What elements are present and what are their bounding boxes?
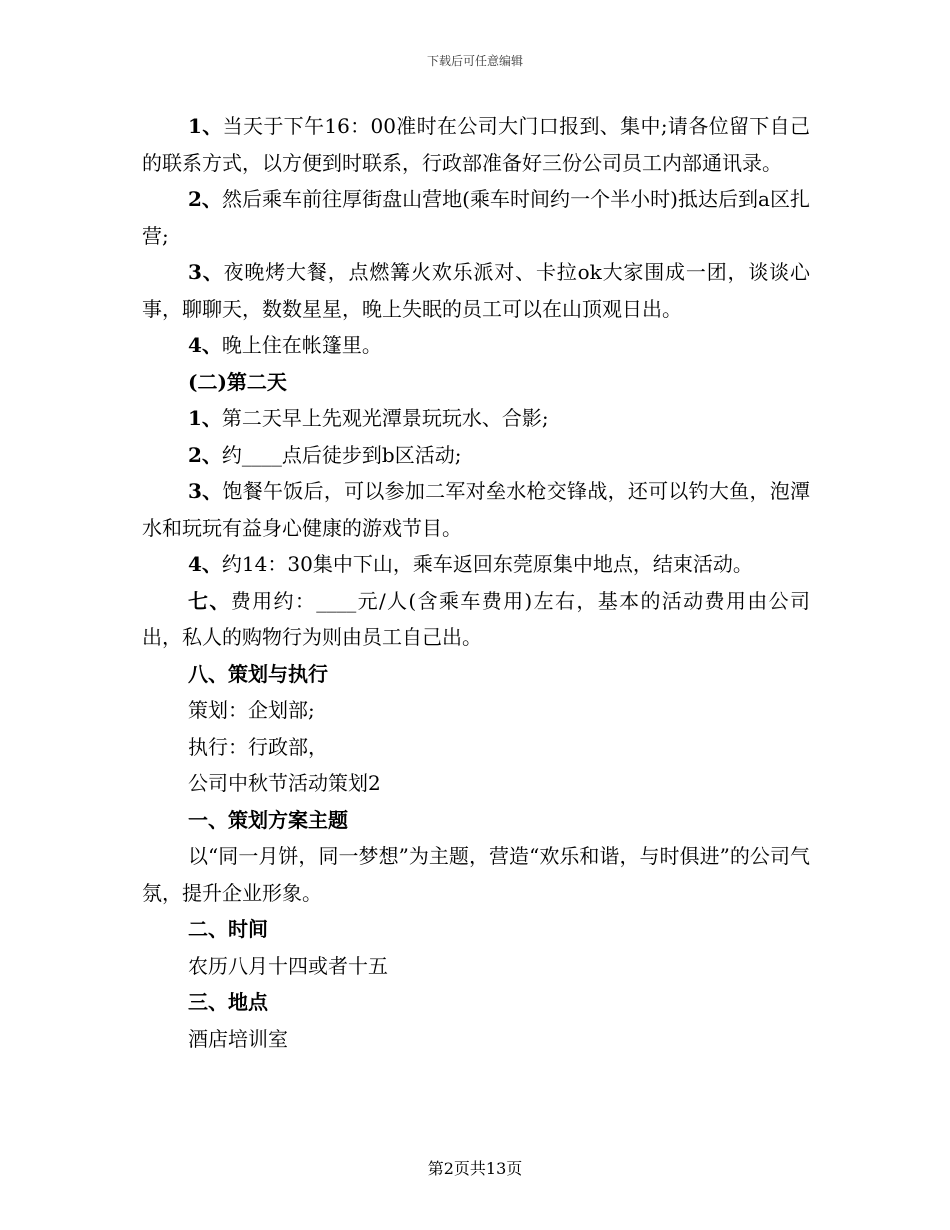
paragraph-text: 费用约：____元/人(含乘车费用)左右，基本的活动费用由公司出，私人的购物行为则由员工自己出。 <box>142 588 811 649</box>
paragraph-text: 执行：行政部， <box>188 734 328 759</box>
paragraph-time <box>142 948 810 985</box>
paragraph-3 <box>142 254 810 327</box>
paragraph-planner <box>142 692 810 729</box>
paragraph-text: 然后乘车前往厚街盘山营地(乘车时间约一个半小时)抵达后到a区扎营; <box>142 187 810 248</box>
paragraph-text: 当天于下午16：00准时在公司大门口报到、集中;请各位留下自己的联系方式，以方便到时联系，行政部准备好三份公司员工内部通讯录。 <box>142 114 811 175</box>
list-number: 1、 <box>188 406 222 430</box>
paragraph-text: 饱餐午饭后，可以参加二军对垒水枪交锋战，还可以钓大鱼，泡潭水和玩玩有益身心健康的游戏节目。 <box>142 479 811 540</box>
heading-text: 八、策划与执行 <box>188 661 328 686</box>
paragraph-text: 策划：企划部; <box>188 698 315 722</box>
paragraph-text: 晚上住在帐篷里。 <box>221 333 382 357</box>
list-number: 4、 <box>188 333 222 357</box>
paragraph-text: 约14：30集中下山，乘车返回东莞原集中地点，结束活动。 <box>221 552 753 576</box>
page-header: 下载后可任意编辑 <box>426 54 523 68</box>
heading-text: 二、时间 <box>188 917 268 941</box>
section-heading-planning <box>142 656 810 693</box>
paragraph-cost <box>142 583 810 656</box>
paragraph-8 <box>142 473 810 546</box>
heading-text: (二)第二天 <box>188 369 287 394</box>
paragraph-theme <box>142 838 810 911</box>
paragraph-text: 酒店培训室 <box>188 1026 288 1051</box>
section-heading-theme <box>142 802 810 839</box>
page-footer: 第2页共13页 <box>427 1159 523 1178</box>
paragraph-9 <box>142 546 810 583</box>
document-body <box>142 108 810 1057</box>
paragraph-1 <box>142 108 810 181</box>
paragraph-4 <box>142 327 810 364</box>
document-subtitle <box>142 765 810 802</box>
list-number: 2、 <box>188 442 222 467</box>
paragraph-6 <box>142 400 810 437</box>
paragraph-text: 第二天早上先观光潭景玩玩水、合影; <box>221 406 549 430</box>
list-number: 4、 <box>188 552 222 576</box>
heading-text: 三、地点 <box>188 990 268 1014</box>
paragraph-location <box>142 1021 810 1058</box>
paragraph-executor <box>142 729 810 766</box>
paragraph-text: 农历八月十四或者十五 <box>188 953 388 978</box>
list-number: 七、 <box>188 588 231 613</box>
paragraph-text: 夜晚烤大餐，点燃篝火欢乐派对、卡拉ok大家围成一团，谈谈心事，聊聊天，数数星星，晚上失眠的员工可以在山顶观日出。 <box>142 260 810 321</box>
paragraph-text: 公司中秋节活动策划2 <box>188 771 381 795</box>
list-number: 2、 <box>188 187 222 211</box>
section-heading-time <box>142 911 810 948</box>
paragraph-text: 约____点后徒步到b区活动; <box>221 442 462 467</box>
section-heading-location <box>142 984 810 1021</box>
list-number: 1、 <box>188 114 223 138</box>
list-number: 3、 <box>188 260 224 284</box>
heading-text: 一、策划方案主题 <box>188 807 348 832</box>
paragraph-7 <box>142 437 810 474</box>
paragraph-text: 以“同一月饼，同一梦想”为主题，营造“欢乐和谐，与时俱进”的公司气氛，提升企业形象。 <box>142 844 810 905</box>
list-number: 3、 <box>188 479 223 503</box>
section-heading-day-two <box>142 364 810 401</box>
paragraph-2 <box>142 181 810 254</box>
